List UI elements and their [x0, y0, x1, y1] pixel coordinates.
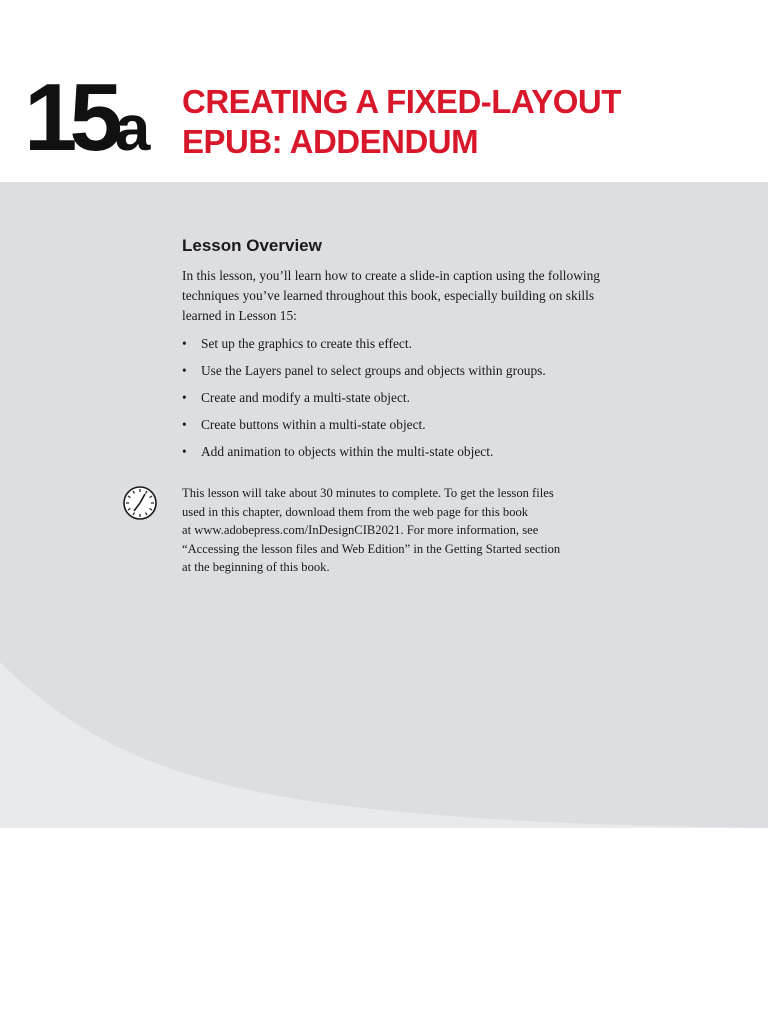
list-item	[182, 442, 602, 462]
lesson-duration-note	[182, 484, 592, 577]
chapter-title-line-2: EPUB: ADDENDUM	[182, 123, 479, 160]
list-item-text: Add animation to objects within the multi-state object.	[201, 444, 494, 459]
list-item	[182, 361, 602, 381]
lesson-topics-list	[182, 334, 602, 462]
chapter-title-line-1: CREATING A FIXED-LAYOUT	[182, 83, 621, 120]
list-item-text: Create buttons within a multi-state object.	[201, 417, 426, 432]
bullet-icon: •	[182, 417, 187, 432]
bullet-icon: •	[182, 363, 187, 378]
lesson-overview-intro: In this lesson, you’ll learn how to create a slide-in caption using the following techniques you’ve learned throughout this book, especially building on skills learned in Lesson 15:	[182, 268, 600, 323]
chapter-title	[182, 82, 742, 162]
list-item	[182, 334, 602, 354]
list-item-text: Use the Layers panel to select groups and objects within groups.	[201, 363, 546, 378]
note-line-4: “Accessing the lesson files and Web Edition” in the Getting Started section	[182, 541, 561, 556]
list-item	[182, 415, 602, 435]
bullet-icon: •	[182, 390, 187, 405]
chapter-number	[24, 64, 149, 171]
note-line-2: used in this chapter, download them from the web page for this book	[182, 504, 529, 519]
note-line-3: at www.adobepress.com/InDesignCIB2021. For more information, see	[182, 523, 539, 538]
chapter-number-digits: 15	[24, 64, 115, 171]
bullet-icon: •	[182, 336, 187, 351]
clock-icon	[122, 485, 158, 521]
bullet-icon: •	[182, 444, 187, 459]
list-item-text: Create and modify a multi-state object.	[201, 390, 410, 405]
lesson-overview-heading: Lesson Overview	[182, 236, 322, 255]
note-line-5: at the beginning of this book.	[182, 560, 330, 575]
list-item-text: Set up the graphics to create this effect.	[201, 336, 412, 351]
note-line-1: This lesson will take about 30 minutes to complete. To get the lesson files	[182, 486, 554, 500]
list-item	[182, 388, 602, 408]
lesson-overview-section	[182, 236, 602, 469]
chapter-number-suffix: a	[114, 92, 149, 164]
